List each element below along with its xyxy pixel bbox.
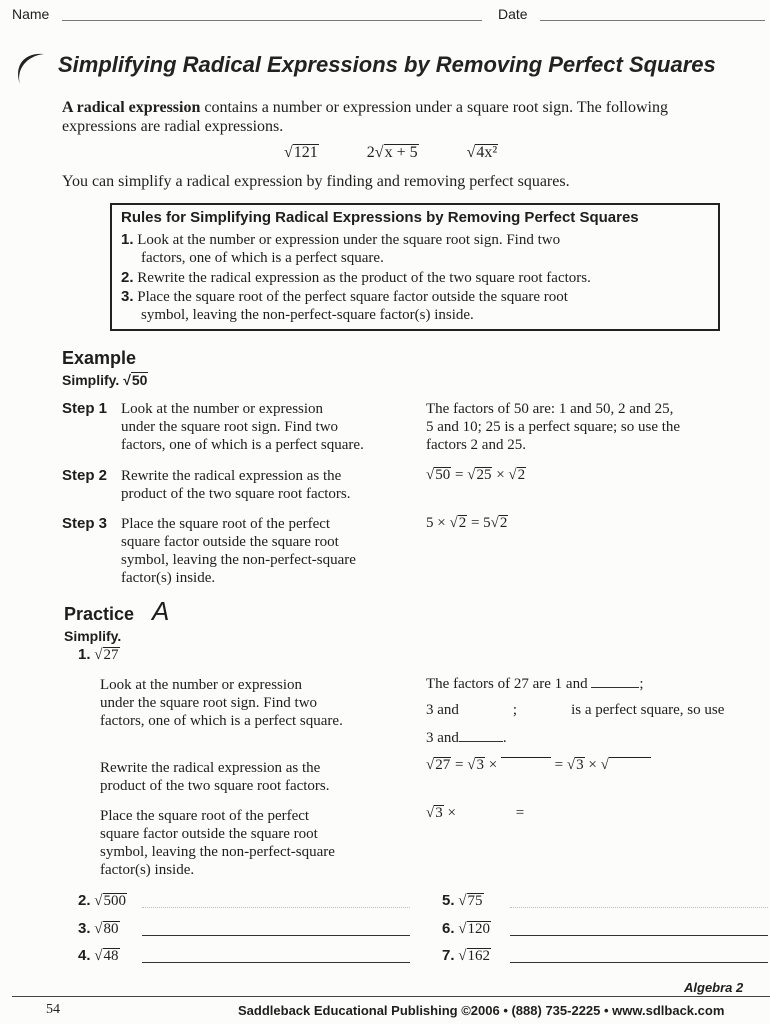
problem-1: 1. √27 xyxy=(78,646,119,663)
radical-blank-2[interactable] xyxy=(609,757,651,774)
definition-text: contains a number or expression under a square root sign. The following expressions are radial expressions. xyxy=(62,99,668,135)
example-step-1-text: Look at the number or expression under the square root sign. Find two factors, one of which is a perfect square. xyxy=(121,401,364,453)
example-step-2-text: Rewrite the radical expression as the product of the two square root factors. xyxy=(121,468,351,502)
date-field[interactable] xyxy=(540,20,765,21)
example-expression-1: √121 xyxy=(284,144,318,161)
problem-1-step-1-text: Look at the number or expression under the square root sign. Find two factors, one of which is a perfect square. xyxy=(100,677,343,729)
problem-2-answer-line[interactable] xyxy=(142,907,410,908)
example-step-3-work: 5 × √2 = 5√2 xyxy=(426,515,508,531)
intro-definition xyxy=(62,98,712,136)
date-label: Date xyxy=(498,6,528,22)
rules-title: Rules for Simplifying Radical Expressions by Removing Perfect Squares xyxy=(121,209,639,226)
rules-item-3: 3. Place the square root of the perfect square factor outside the square root symbol, leaving the non-perfect-square factor(s) inside. xyxy=(121,288,568,323)
example-prompt: Simplify. √50 xyxy=(62,372,148,388)
problem-6: 6. √120 xyxy=(442,920,490,937)
footer-divider xyxy=(12,996,770,997)
practice-prompt: Simplify. xyxy=(64,628,122,644)
example-step-1-label: Step 1 xyxy=(62,400,108,417)
page-title: Simplifying Radical Expressions by Removing Perfect Squares xyxy=(58,52,716,77)
footer-subject: Algebra 2 xyxy=(684,980,744,995)
example-step-3-text: Place the square root of the perfect square factor outside the square root symbol, leaving the non-perfect-square factor(s) inside. xyxy=(121,516,356,586)
example-step-2-label: Step 2 xyxy=(62,467,108,484)
footer-page-number: 54 xyxy=(46,1002,60,1017)
problem-2: 2. √500 xyxy=(78,892,126,909)
example-heading: Example xyxy=(62,348,137,368)
factor-blank-3[interactable] xyxy=(459,741,503,742)
intro-followup: You can simplify a radical expression by finding and removing perfect squares. xyxy=(62,173,570,190)
example-step-1-work: The factors of 50 are: 1 and 50, 2 and 25, 5 and 10; 25 is a perfect square; so use the factors 2 and 25. xyxy=(426,401,681,453)
problem-1-step-2-work: √27 = √3 × = √3 × √ xyxy=(426,756,651,774)
title-swoosh-icon xyxy=(12,50,48,88)
practice-level-marker: A xyxy=(152,596,170,626)
problem-1-step-2-text: Rewrite the radical expression as the product of the two square root factors. xyxy=(100,760,330,794)
problem-5: 5. √75 xyxy=(442,892,483,909)
radical-blank-1[interactable] xyxy=(501,757,551,774)
factor-blank-1[interactable] xyxy=(591,687,639,688)
problem-3: 3. √80 xyxy=(78,920,119,937)
problem-7-answer-line[interactable] xyxy=(510,962,768,963)
example-step-2-work: √50 = √25 × √2 xyxy=(426,467,526,483)
example-expression-3: √4x² xyxy=(466,144,498,161)
problem-5-answer-line[interactable] xyxy=(510,907,768,908)
problem-1-step-1-work-line-2: 3 and ; is a perfect square, so use xyxy=(426,702,725,718)
name-label: Name xyxy=(12,6,50,22)
problem-7: 7. √162 xyxy=(442,947,490,964)
problem-1-step-3-work: √3 × = xyxy=(426,805,525,821)
intro-examples xyxy=(284,143,498,162)
definition-term: A radical expression xyxy=(62,99,201,116)
rules-item-1: 1. Look at the number or expression under the square root sign. Find two factors, one of which is a perfect square. xyxy=(121,231,561,266)
name-field[interactable] xyxy=(62,20,482,21)
practice-heading: Practice xyxy=(64,604,135,624)
problem-1-step-3-text: Place the square root of the perfect square factor outside the square root symbol, leaving the non-perfect-square factor(s) inside. xyxy=(100,808,335,878)
problem-1-step-1-work: The factors of 27 are 1 and ; xyxy=(426,676,644,692)
example-step-3-label: Step 3 xyxy=(62,515,108,532)
problem-6-answer-line[interactable] xyxy=(510,935,768,936)
problem-4: 4. √48 xyxy=(78,947,119,964)
example-expression-2: 2√x + 5 xyxy=(366,144,418,161)
rules-item-2: 2. Rewrite the radical expression as the product of the two square root factors. xyxy=(121,269,591,286)
problem-4-answer-line[interactable] xyxy=(142,962,410,963)
problem-3-answer-line[interactable] xyxy=(142,935,410,936)
problem-1-step-1-work-line-3: 3 and . xyxy=(426,730,507,746)
footer-publisher: Saddleback Educational Publishing ©2006 • (888) 735-2225 • www.sdlback.com xyxy=(238,1003,725,1018)
